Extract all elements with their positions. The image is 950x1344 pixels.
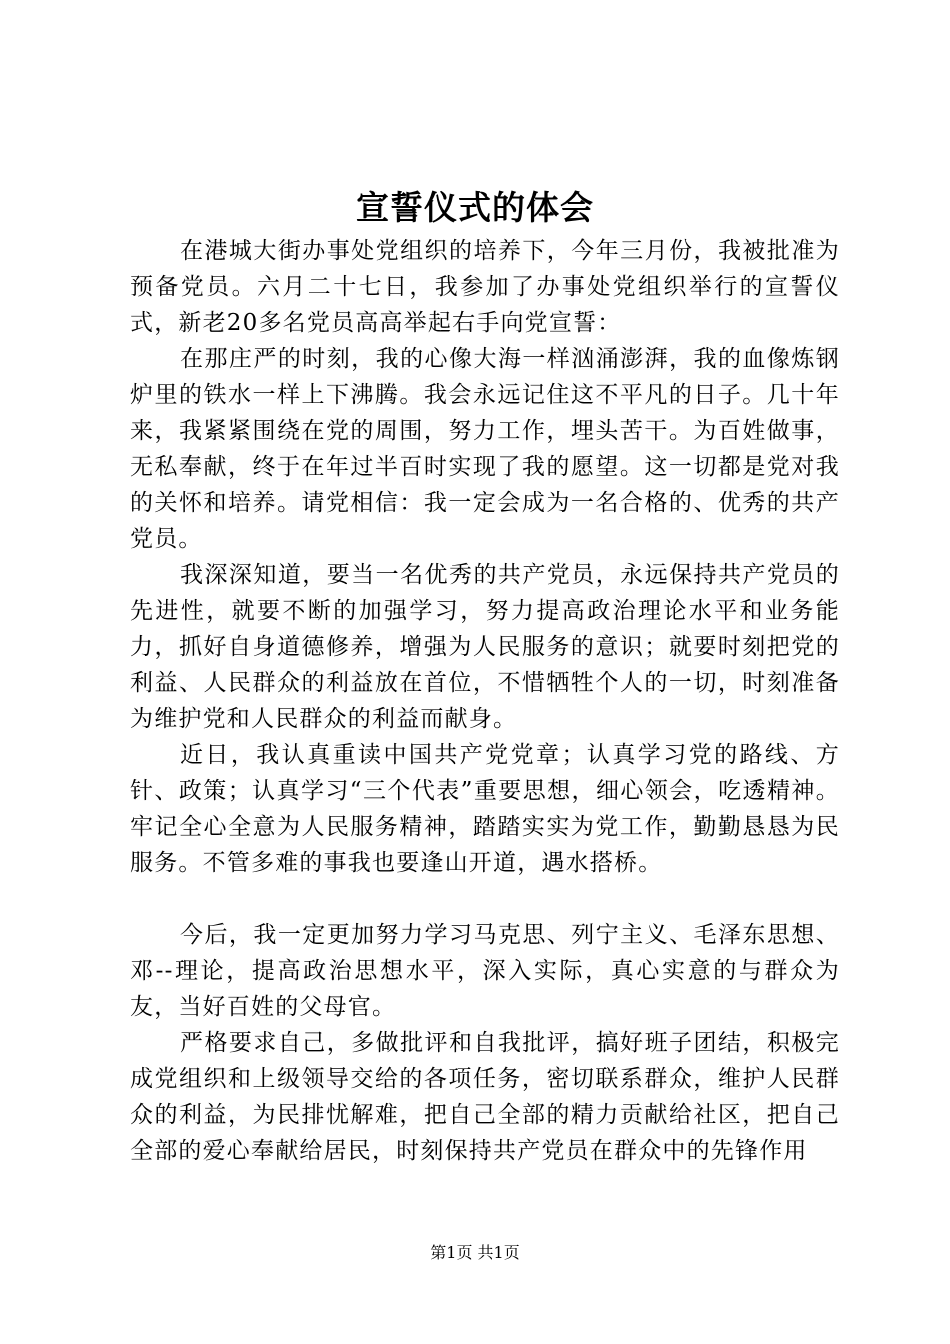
paragraph-6: 严格要求自己，多做批评和自我批评，搞好班子团结，积极完成党组织和上级领导交给的各项任务，密切联系群众，维护人民群众的利益，为民排忧解难，把自己全部的精力贡献给社区，把自己全部的爱心奉献给居民，时刻保持共产党员在群众中的先锋作用 <box>130 1030 840 1164</box>
document-body <box>130 233 840 1169</box>
paragraph-2: 在那庄严的时刻，我的心像大海一样汹涌澎湃，我的血像炼钢炉里的铁水一样上下沸腾。我会永远记住这不平凡的日子。几十年来，我紧紧围绕在党的周围，努力工作，埋头苦干。为百姓做事，无私奉献，终于在年过半百时实现了我的愿望。这一切都是党对我的关怀和培养。请党相信：我一定会成为一名合格的、优秀的共产党员。 <box>130 346 840 552</box>
paragraph-spacer <box>130 881 840 917</box>
document-title: 宣誓仪式的体会 <box>356 188 594 227</box>
paragraph-3: 我深深知道，要当一名优秀的共产党员，永远保持共产党员的先进性，就要不断的加强学习，努力提高政治理论水平和业务能力，抓好自身道德修养，增强为人民服务的意识；就要时刻把党的利益、人民群众的利益放在首位，不惜牺牲个人的一切，时刻准备为维护党和人民群众的利益而献身。 <box>130 562 840 732</box>
paragraph-5: 今后，我一定更加努力学习马克思、列宁主义、毛泽东思想、邓--理论，提高政治思想水平，深入实际，真心实意的与群众为友，当好百姓的父母官。 <box>130 922 840 1020</box>
paragraph-4: 近日，我认真重读中国共产党党章；认真学习党的路线、方针、政策；认真学习“三个代表”重要思想，细心领会，吃透精神。牢记全心全意为人民服务精神，踏踏实实为党工作，勤勤恳恳为民服务。不管多难的事我也要逢山开道，遇水搭桥。 <box>130 742 840 876</box>
paragraph-1: 在港城大街办事处党组织的培养下，今年三月份，我被批准为预备党员。六月二十七日，我参加了办事处党组织举行的宣誓仪式，新老20多名党员高高举起右手向党宣誓： <box>130 238 840 336</box>
page-number-footer: 第1页 共1页 <box>430 1243 520 1262</box>
